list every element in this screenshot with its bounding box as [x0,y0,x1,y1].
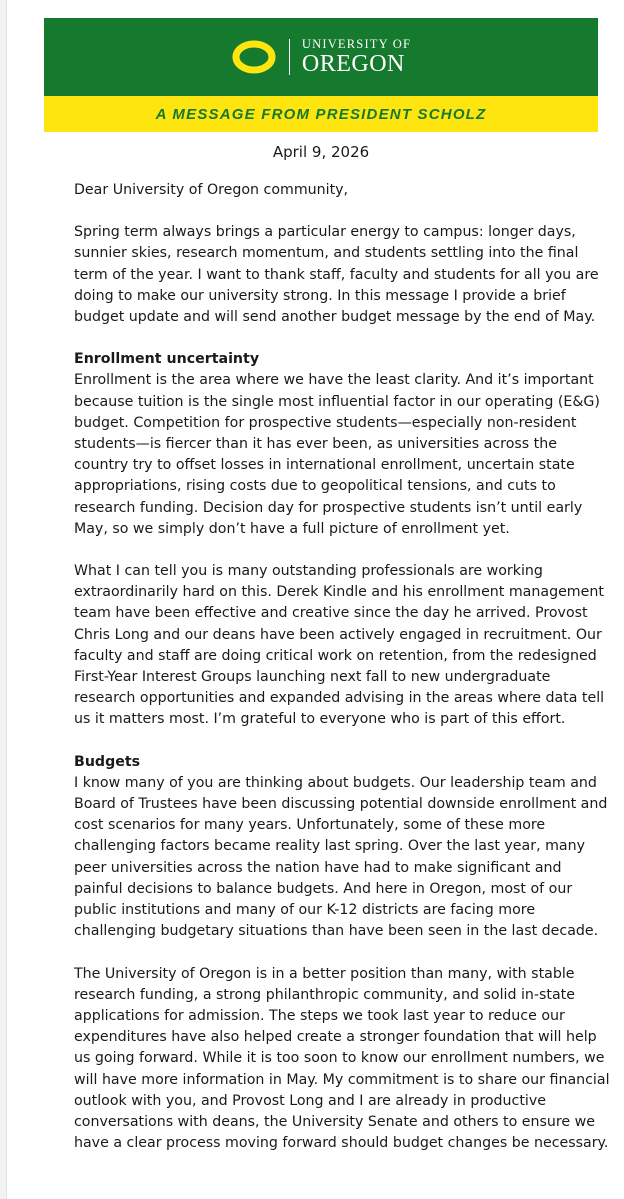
logo-divider [289,39,290,75]
paragraph-budgets-2: The University of Oregon is in a better position than many, with stable research funding, a strong philanthropic community, and solid in-state applications for admission. The steps we took last year to reduce our expenditures have also helped create a stronger foundation that will help us going forward. While it is too soon to know our enrollment numbers, we will have more information in May. My commitment is to share our financial outlook with you, and Provost Long and I are already in productive conversations with deans, the University Senate and others to ensure we have a clear process moving forward should budget changes be necessary. [74,965,610,1152]
message-body [74,180,614,1175]
heading-enrollment: Enrollment uncertainty [74,351,260,368]
paragraph-enrollment-1: Enrollment is the area where we have the least clarity. And it’s important because tuition is the single most influential factor in our operating (E&G) budget. Competition for prospective students—especially non-resident students—is fiercer than it has ever been, as universities across the country try to offset losses in international enrollment, uncertain state appropriations, rising costs due to geopolitical tensions, and cuts to research funding. Decision day for prospective students isn’t until early May, so we simply don’t have a full picture of enrollment yet. [74,372,600,537]
paragraph-budgets-1: I know many of you are thinking about budgets. Our leadership team and Board of Trustees have been discussing potential downside enrollment and cost scenarios for many years. Unfortunately, some of these more challenging factors became reality last spring. Over the last year, many peer universities across the nation have had to make significant and painful decisions to balance budgets. And here in Oregon, most of our public institutions and many of our K-12 districts are facing more challenging budgetary situations than have been seen in the last decade. [74,774,608,940]
heading-budgets: Budgets [74,753,141,770]
header-banner [44,18,598,96]
o-logo-icon [231,40,277,74]
logo-wordmark [302,38,411,77]
paragraph-enrollment-2: What I can tell you is many outstanding professionals are working extraordinarily hard on this. Derek Kindle and his enrollment management team have been effective and creative since the day he arrived. Provost Chris Long and our deans have been actively engaged in recruitment. Our faculty and staff are doing critical work on retention, from the redesigned First-Year Interest Groups launching next fall to new undergraduate research opportunities and expanded advising in the areas where data tell us it matters most. I’m grateful to everyone who is part of this effort. [74,563,605,728]
window-edge [0,0,7,1199]
message-date: April 9, 2026 [272,143,370,161]
banner-title: A MESSAGE FROM PRESIDENT SCHOLZ [155,105,487,123]
logo-line-oregon: OREGON [301,51,405,78]
greeting: Dear University of Oregon community, [74,182,349,198]
paragraph-intro: Spring term always brings a particular energy to campus: longer days, sunnier skies, research momentum, and students settling into the final term of the year. I want to thank staff, faculty and students for all you are doing to make our university strong. In this message I provide a brief budget update and will send another budget message by the end of May. [74,224,599,326]
logo-line-university: UNIVERSITY OF [301,36,412,51]
message-banner [44,96,598,132]
university-logo [231,38,411,77]
